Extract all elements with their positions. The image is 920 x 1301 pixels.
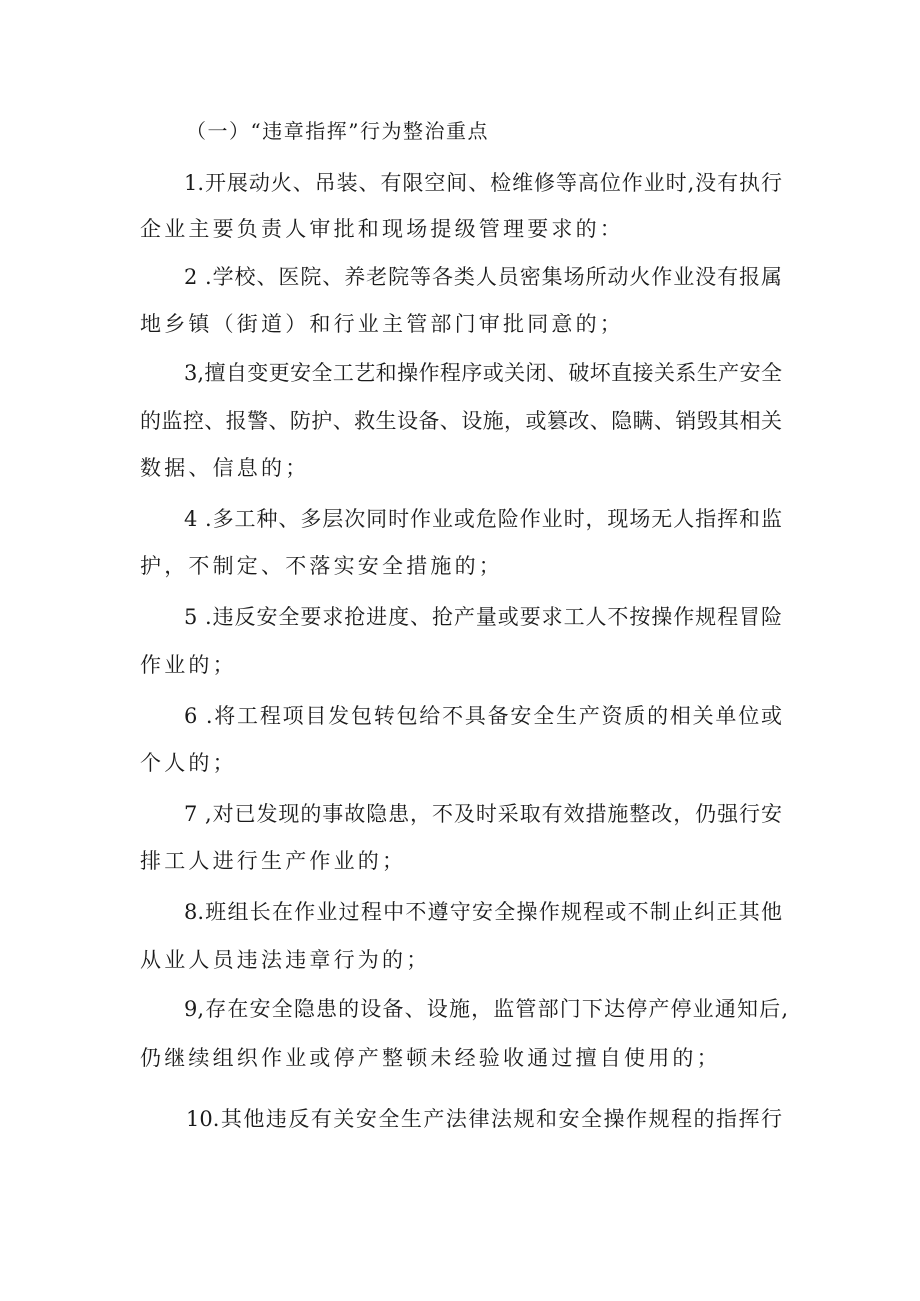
item-2-line-2: 地乡镇（街道）和行业主管部门审批同意的；: [140, 312, 624, 336]
item-3-line-2: 的监控、报警、防护、救生设备、设施，或篡改、隐瞒、销毁其相关: [140, 409, 782, 433]
item-5-line-1: 5 .违反安全要求抢进度、抢产量或要求工人不按操作规程冒险: [184, 605, 782, 629]
item-6-line-2: 个人的；: [140, 751, 237, 775]
section-heading: （一）“违章指挥”行为整治重点: [186, 119, 489, 143]
item-7-line-1: 7 ,对已发现的事故隐患，不及时采取有效措施整改，仍强行安: [184, 802, 782, 826]
item-9-line-2: 仍继续组织作业或停产整顿未经验收通过擅自使用的；: [140, 1046, 721, 1070]
item-5-line-2: 作业的；: [140, 653, 237, 677]
item-9-line-1: 9,存在安全隐患的设备、设施，监管部门下达停产停业通知后,: [184, 997, 788, 1021]
item-1-line-2: 企业主要负责人审批和现场提级管理要求的：: [140, 217, 624, 241]
item-6-line-1: 6 .将工程项目发包转包给不具备安全生产资质的相关单位或: [184, 704, 782, 728]
item-4-line-1: 4 .多工种、多层次同时作业或危险作业时，现场无人指挥和监: [184, 507, 782, 531]
item-8-line-2: 从业人员违法违章行为的；: [140, 948, 431, 972]
item-10-line-1: 10.其他违反有关安全生产法律法规和安全操作规程的指挥行: [186, 1107, 782, 1131]
item-8-line-1: 8.班组长在作业过程中不遵守安全操作规程或不制止纠正其他: [184, 900, 782, 924]
item-2-line-1: 2 .学校、医院、养老院等各类人员密集场所动火作业没有报属: [184, 265, 782, 289]
item-7-line-2: 排工人进行生产作业的；: [140, 849, 407, 873]
item-3-line-3: 数据、信息的；: [140, 456, 310, 480]
item-3-line-1: 3,擅自变更安全工艺和操作程序或关闭、破坏直接关系生产安全: [184, 361, 782, 385]
item-1-line-1: 1.开展动火、吊装、有限空间、检维修等高位作业时,没有执行: [184, 171, 782, 195]
item-4-line-2: 护，不制定、不落实安全措施的；: [140, 554, 503, 578]
